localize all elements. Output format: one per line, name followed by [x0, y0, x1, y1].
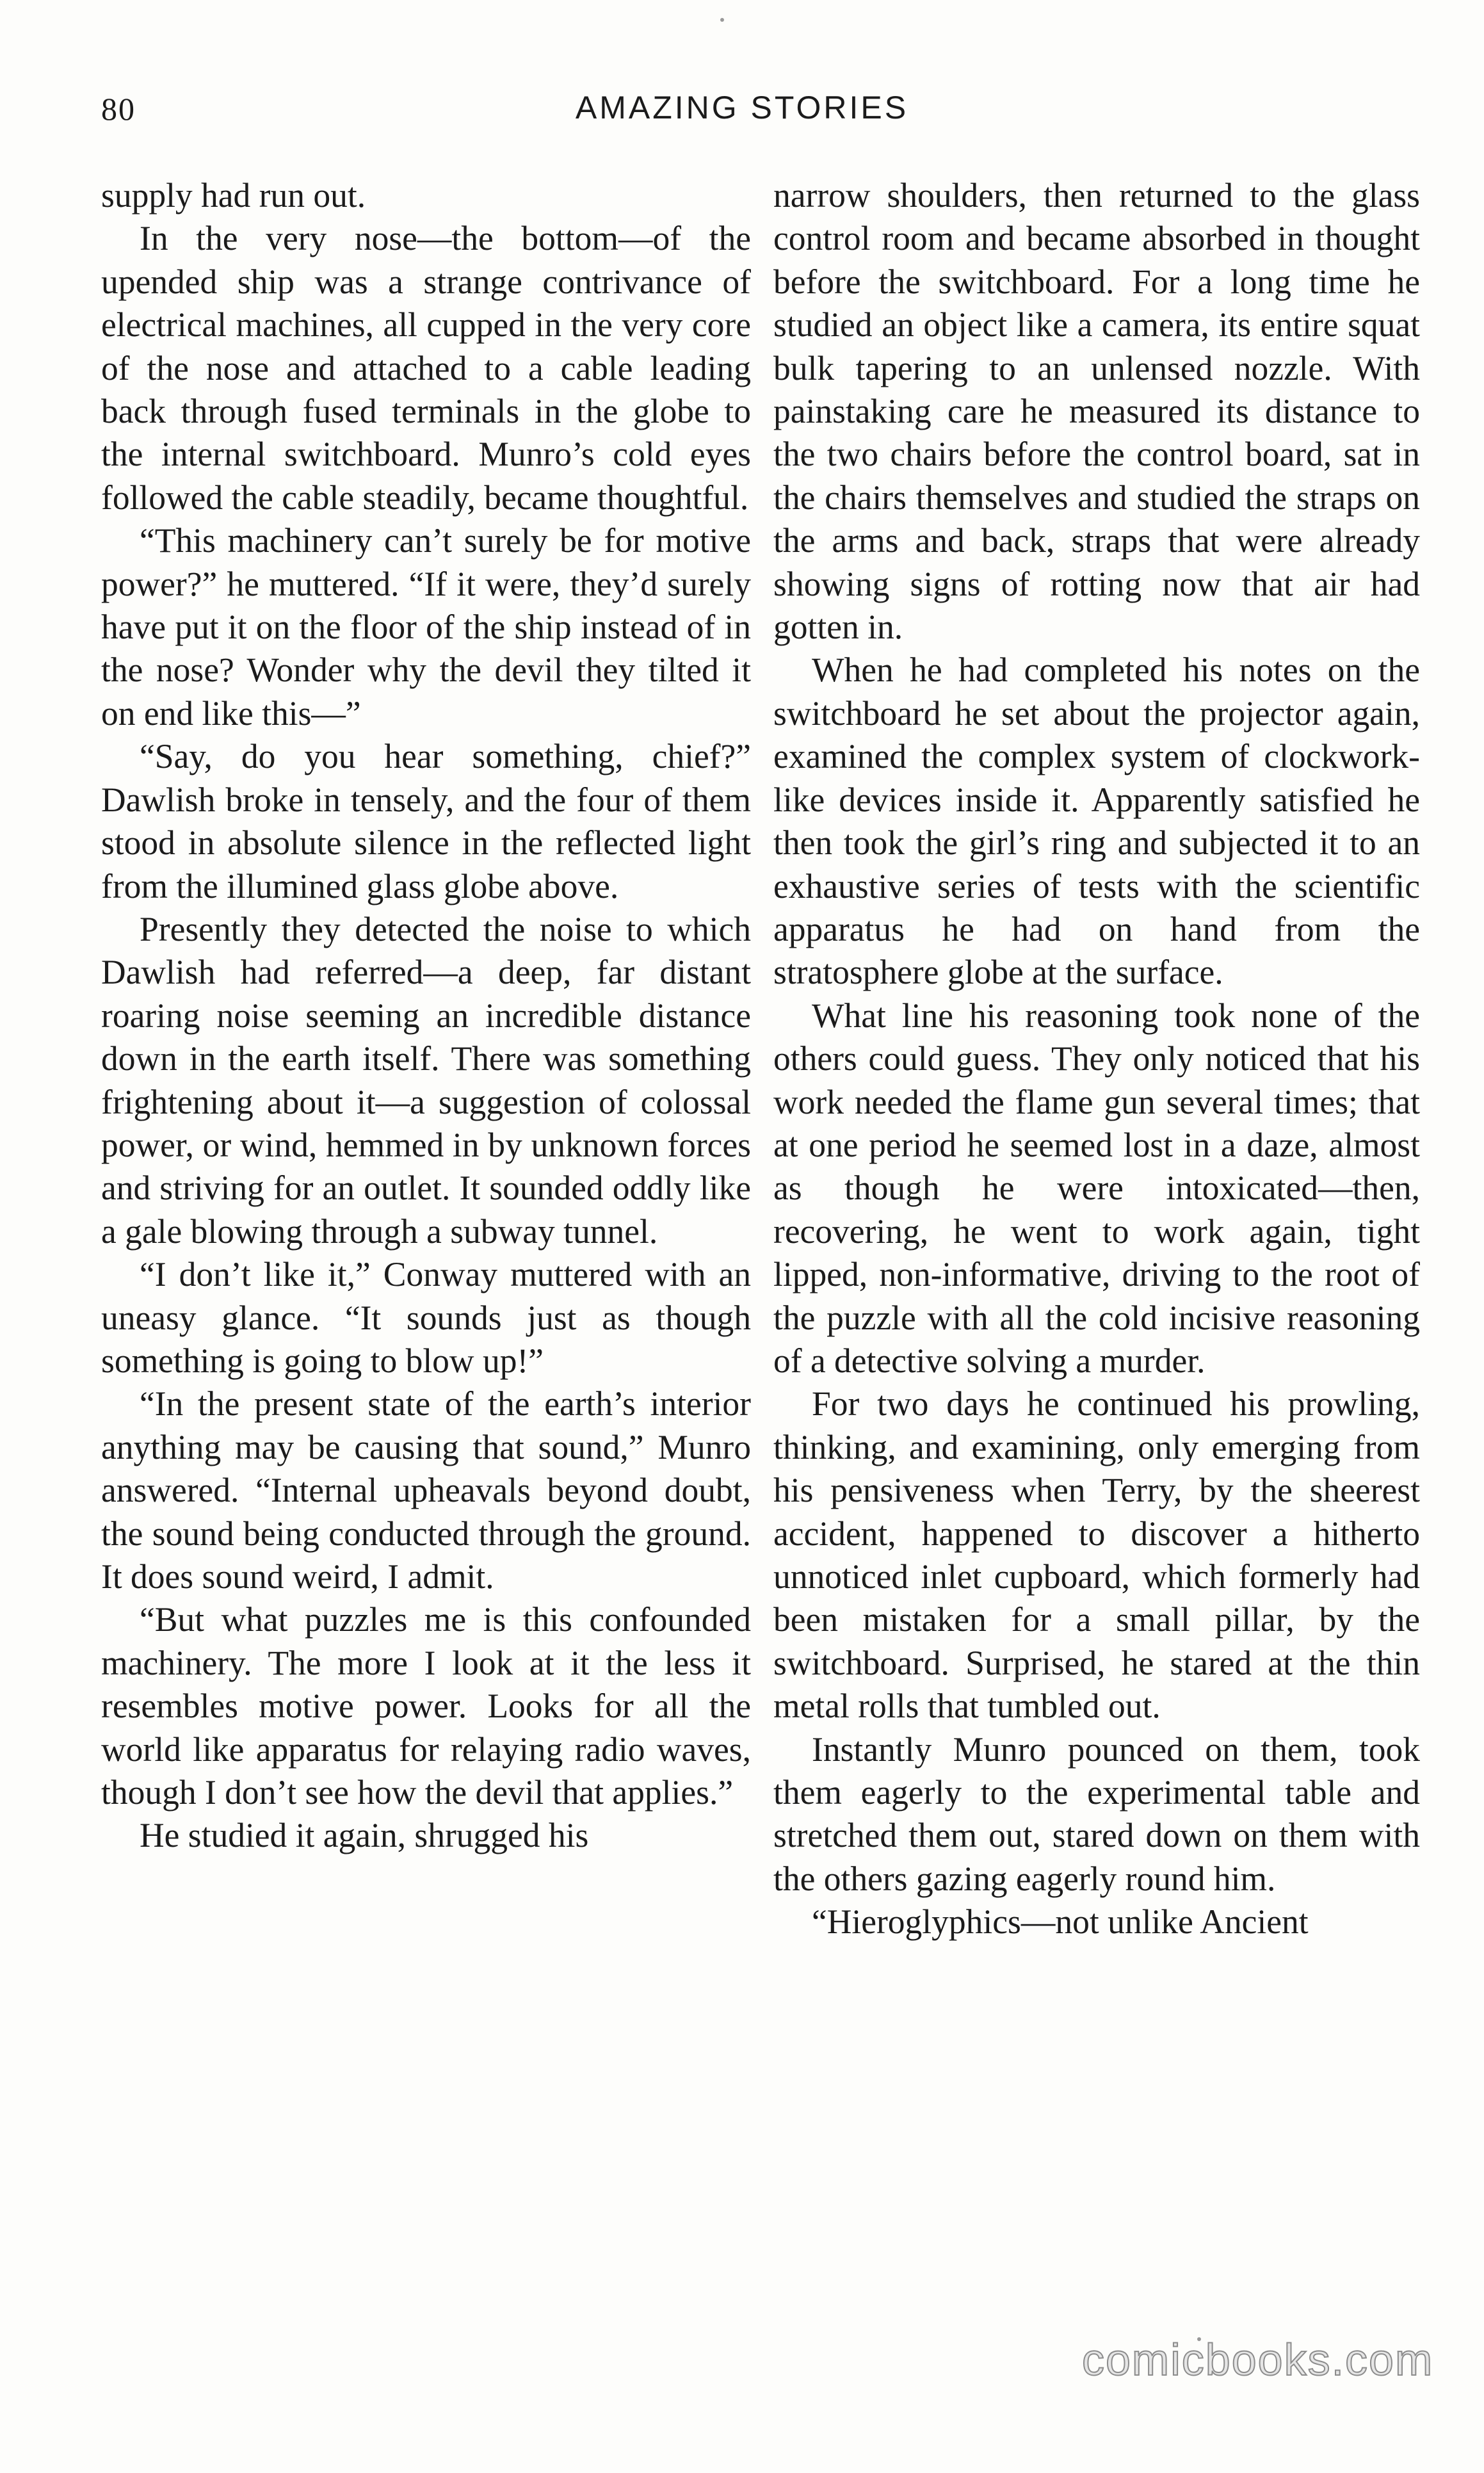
paragraph: narrow shoulders, then returned to the glass control room and became absorbed in thought before the switchboard. For a long time he studied an object like a camera, its entire squat bulk tapering to an unlensed nozzle. With painstaking care he measured its distance to the two chairs before the control board, sat in the chairs themselves and studied the straps on the arms and back, straps that were already showing signs of rotting now that air had gotten in.	[773, 176, 1420, 647]
paragraph: “This machinery can’t surely be for motive power?” he muttered. “If it were, they’d surely have put it on the floor of the ship instead of in the nose? Wonder why the devil they tilted it on end like this—”	[101, 521, 751, 733]
paragraph: Instantly Munro pounced on them, took them eagerly to the experimental table and stretched them out, stared down on them with the others gazing eagerly round him.	[773, 1730, 1420, 1898]
running-head	[0, 86, 1484, 131]
paragraph: What line his reasoning took none of the others could guess. They only noticed that his work needed the flame gun several times; that at one period he seemed lost in a daze, almost as though he were intoxicated—then, recovering, he went to work again, tight lipped, non-informative, driving to the root of the puzzle with all the cold incisive reasoning of a detective solving a murder.	[773, 996, 1420, 1380]
paragraph: “I don’t like it,” Conway muttered with an uneasy glance. “It sounds just as though something is going to blow up!”	[101, 1255, 751, 1380]
watermark: comicbooks.com	[1082, 2335, 1434, 2385]
paragraph: “Hieroglyphics—not unlike Ancient	[812, 1902, 1309, 1942]
paragraph: “In the present state of the earth’s interior anything may be causing that sound,” Munro answered. “Internal upheavals beyond doubt, the sound being conducted through the ground. It does sound weird, I admit.	[101, 1384, 751, 1596]
paragraph: For two days he continued his prowling, thinking, and examining, only emerging from his pensiveness when Terry, by the sheerest accident, happened to discover a hitherto unnoticed inlet cupboard, which formerly had been mistaken for a small pillar, by the switchboard. Surprised, he stared at the thin metal rolls that tumbled out.	[773, 1384, 1420, 1726]
paragraph: In the very nose—the bottom—of the upended ship was a strange contrivance of electrical machines, all cupped in the very core of the nose and attached to a cable leading back through fused terminals in the globe to the internal switchboard. Munro’s cold eyes followed the cable steadily, became thoughtful.	[101, 219, 751, 517]
scan-speck	[720, 18, 724, 22]
page-number: 80	[101, 91, 136, 127]
paragraph: supply had run out.	[101, 176, 366, 215]
paragraph: “Say, do you hear something, chief?” Dawlish broke in tensely, and the four of them stood in absolute silence in the reflected light from the illumined glass globe above.	[101, 737, 751, 905]
paragraph: When he had completed his notes on the switchboard he set about the projector again, examined the complex system of clockwork-like devices inside it. Apparently satisfied he then took the girl’s ring and subjected it to an exhaustive series of tests with the scientific apparatus he had on hand from the stratosphere globe at the surface.	[773, 651, 1420, 992]
right-column	[773, 174, 1420, 1944]
left-column	[101, 174, 751, 1858]
paragraph: Presently they detected the noise to which Dawlish had referred—a deep, far distant roaring noise seeming an incredible distance down in the earth itself. There was something frightening about it—a suggestion of colossal power, or wind, hemmed in by unknown forces and striving for an outlet. It sounded oddly like a gale blowing through a subway tunnel.	[101, 909, 751, 1251]
paragraph: “But what puzzles me is this confounded machinery. The more I look at it the less it resembles motive power. Looks for all the world like apparatus for relaying radio waves, though I don’t see how the devil that applies.”	[101, 1600, 751, 1812]
paragraph: He studied it again, shrugged his	[140, 1816, 589, 1855]
magazine-title: AMAZING STORIES	[575, 90, 909, 126]
